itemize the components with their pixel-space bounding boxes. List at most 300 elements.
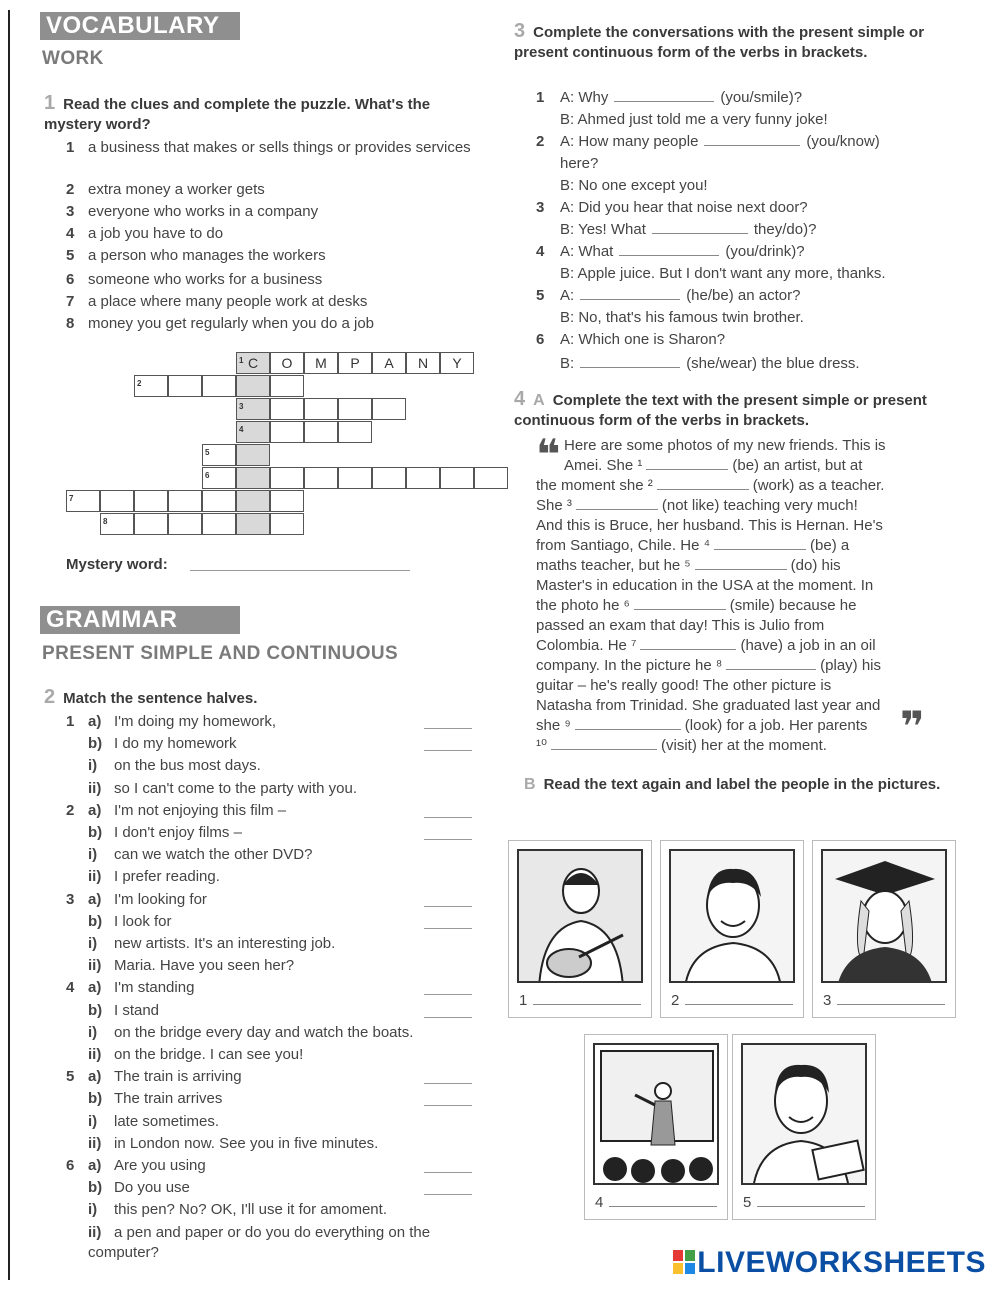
clue-item — [66, 292, 476, 312]
exercise-4a-text: Complete the text with the present simple or present continuous form of the verbs in brackets. — [514, 392, 927, 429]
conversation-text: A: Did you hear that noise next door? — [560, 199, 808, 216]
conversation-text: B: Yes! What — [560, 221, 646, 238]
clue-item — [66, 180, 476, 200]
clue-number: 6 — [66, 271, 75, 288]
match-line — [88, 1089, 468, 1109]
match-answer-blank[interactable] — [424, 906, 472, 907]
crossword-cell[interactable] — [304, 398, 338, 420]
match-part-text: I stand — [114, 1002, 160, 1019]
match-answer-blank[interactable] — [424, 728, 472, 729]
match-part-text: on the bridge. I can see you! — [114, 1046, 304, 1063]
conversation-line — [536, 88, 956, 108]
passage-text: (smile) because he — [729, 597, 857, 614]
passage-text: She ³ — [536, 497, 572, 514]
passage-line — [536, 496, 946, 516]
crossword-clue-number: 7 — [69, 494, 74, 503]
passage-text: passed an exam that day! This is Julio from — [536, 617, 825, 634]
match-line — [66, 1067, 446, 1087]
crossword-cell[interactable] — [440, 352, 474, 374]
vocabulary-heading: VOCABULARY — [40, 12, 240, 40]
picture-5-answer-line[interactable] — [757, 1206, 865, 1207]
passage-text: (work) as a teacher. — [752, 477, 885, 494]
answer-gap[interactable] — [652, 220, 748, 234]
crossword-cell[interactable] — [236, 352, 270, 374]
conversation-text: (you/smile)? — [720, 89, 803, 106]
passage-text: company. In the picture he ⁸ — [536, 657, 723, 674]
passage-line — [536, 516, 946, 536]
conversation-text: B: — [560, 355, 575, 372]
match-part-text: The train is arriving — [114, 1068, 242, 1085]
match-part-label: i) — [88, 1201, 98, 1218]
passage-line — [536, 596, 946, 616]
conversation-line — [560, 176, 980, 196]
liveworksheets-text: LIVEWORKSHEETS — [697, 1246, 986, 1279]
crossword-cell[interactable] — [202, 467, 236, 489]
conversation-line — [560, 154, 980, 174]
conversation-line — [560, 264, 980, 284]
conversation-number: 1 — [536, 89, 545, 106]
passage-text: (have) a job in an oil — [740, 637, 876, 654]
answer-gap[interactable] — [614, 88, 714, 102]
clue-number: 7 — [66, 293, 75, 310]
conversation-text: here? — [560, 155, 599, 172]
match-part-label: i) — [88, 935, 98, 952]
crossword-cell[interactable] — [236, 513, 270, 535]
passage-line — [536, 476, 946, 496]
match-part-label: ii) — [88, 957, 102, 974]
conversation-text: A: Which one is Sharon? — [560, 331, 726, 348]
match-part-label: a) — [88, 802, 102, 819]
crossword-clue-number: 5 — [205, 448, 210, 457]
clue-number: 3 — [66, 203, 75, 220]
match-line — [88, 1112, 468, 1132]
match-line — [66, 890, 446, 910]
match-part-label: i) — [88, 757, 98, 774]
exercise-2-instruction — [44, 686, 257, 709]
passage-answer-gap[interactable] — [726, 656, 816, 670]
crossword-cell[interactable] — [270, 375, 304, 397]
match-part-label: ii) — [88, 1046, 102, 1063]
conversation-text: B: Apple juice. But I don't want any more, thanks. — [560, 265, 886, 282]
passage-line — [536, 716, 946, 736]
match-line — [66, 1156, 446, 1176]
passage-answer-gap[interactable] — [634, 596, 726, 610]
picture-2 — [660, 840, 804, 1018]
passage-answer-gap[interactable] — [640, 636, 736, 650]
crossword-cell[interactable] — [372, 352, 406, 374]
crossword-cell[interactable] — [168, 490, 202, 512]
clue-text: extra money a worker gets — [88, 181, 265, 198]
match-part-text: The train arrives — [114, 1090, 223, 1107]
match-part-text: can we watch the other DVD? — [114, 846, 313, 863]
picture-1 — [508, 840, 652, 1018]
match-part-label: a) — [88, 1068, 102, 1085]
match-part-label: b) — [88, 735, 103, 752]
match-item-number: 3 — [66, 891, 75, 908]
match-line — [66, 978, 446, 998]
exercise-4b-text: Read the text again and label the people in the pictures. — [543, 776, 941, 793]
crossword-cell[interactable] — [270, 398, 304, 420]
match-line — [88, 823, 468, 843]
conversation-line — [536, 198, 956, 218]
crossword-cell[interactable] — [372, 398, 406, 420]
grammar-heading: GRAMMAR — [40, 606, 240, 634]
passage-answer-gap[interactable] — [551, 736, 657, 750]
clue-number: 8 — [66, 315, 75, 332]
match-line — [88, 734, 468, 754]
match-part-label: b) — [88, 913, 103, 930]
crossword-clue-number: 2 — [137, 379, 142, 388]
work-subheading: WORK — [42, 48, 104, 69]
crossword-letter: A — [384, 355, 394, 371]
match-answer-blank[interactable] — [424, 1194, 472, 1195]
match-line — [88, 1045, 468, 1065]
match-part-text: I'm looking for — [114, 891, 207, 908]
answer-gap[interactable] — [580, 354, 680, 368]
passage-line — [564, 456, 974, 476]
match-line — [88, 867, 468, 887]
match-line — [88, 779, 468, 799]
match-part-text: I'm not enjoying this film – — [114, 802, 287, 819]
crossword-letter: N — [417, 355, 429, 371]
passage-text: (not like) teaching very much! — [661, 497, 858, 514]
guitarist-illustration — [519, 851, 643, 983]
clue-item — [66, 270, 476, 290]
crossword-cell[interactable] — [270, 490, 304, 512]
crossword-letter: Y — [452, 355, 462, 371]
picture-4-number: 4 — [595, 1194, 604, 1211]
passage-answer-gap[interactable] — [575, 716, 681, 730]
crossword-cell[interactable] — [100, 490, 134, 512]
match-answer-blank[interactable] — [424, 1105, 472, 1106]
crossword-cell[interactable] — [168, 513, 202, 535]
match-answer-blank[interactable] — [424, 750, 472, 751]
match-answer-blank[interactable] — [424, 1172, 472, 1173]
passage-answer-gap[interactable] — [714, 536, 806, 550]
crossword-cell[interactable] — [304, 352, 338, 374]
match-part-label: a) — [88, 713, 102, 730]
match-line — [88, 934, 468, 954]
crossword-cell[interactable] — [202, 375, 236, 397]
match-line — [88, 1001, 468, 1021]
match-answer-blank[interactable] — [424, 928, 472, 929]
match-part-label: b) — [88, 1002, 103, 1019]
conversation-line — [560, 220, 980, 240]
left-margin-rule — [8, 10, 10, 1280]
match-part-label: i) — [88, 1024, 98, 1041]
answer-gap[interactable] — [580, 286, 680, 300]
passage-text: the moment she ² — [536, 477, 653, 494]
match-part-label: ii) — [88, 1224, 102, 1241]
match-part-text: a pen and paper or do you do everything on the computer? — [88, 1224, 431, 1261]
match-part-label: b) — [88, 824, 103, 841]
passage-text: (look) for a job. Her parents — [684, 717, 868, 734]
match-part-label: ii) — [88, 868, 102, 885]
picture-5-number: 5 — [743, 1194, 752, 1211]
exercise-3-number: 3 — [514, 20, 526, 42]
match-part-label: i) — [88, 1113, 98, 1130]
man-with-newspaper-illustration — [743, 1045, 867, 1185]
match-line — [66, 712, 446, 732]
exercise-4-number: 4 — [514, 388, 526, 410]
match-part-text: new artists. It's an interesting job. — [114, 935, 336, 952]
passage-answer-gap[interactable] — [576, 496, 658, 510]
match-part-text: I'm standing — [114, 979, 195, 996]
crossword-cell[interactable] — [134, 490, 168, 512]
exercise-4b-letter: B — [524, 776, 536, 793]
conversation-text: B: No one except you! — [560, 177, 708, 194]
passage-line — [536, 616, 946, 636]
crossword-cell[interactable] — [236, 421, 270, 443]
conversation-text: A: — [560, 287, 575, 304]
clue-text: a business that makes or sells things or provides services — [88, 139, 471, 156]
match-part-label: a) — [88, 979, 102, 996]
crossword-cell[interactable] — [304, 467, 338, 489]
crossword-cell[interactable] — [202, 513, 236, 535]
passage-line — [536, 696, 946, 716]
conversation-line — [536, 330, 956, 350]
match-part-text: late sometimes. — [114, 1113, 220, 1130]
liveworksheets-brand[interactable] — [673, 1246, 986, 1280]
conversation-number: 4 — [536, 243, 545, 260]
passage-line — [536, 656, 946, 676]
picture-3-answer-line[interactable] — [837, 1004, 945, 1005]
conversation-line — [536, 286, 956, 306]
passage-line — [536, 676, 946, 696]
crossword-cell[interactable] — [338, 352, 372, 374]
answer-gap[interactable] — [704, 132, 800, 146]
crossword-cell[interactable] — [304, 421, 338, 443]
crossword-cell[interactable] — [100, 513, 134, 535]
crossword-cell[interactable] — [406, 467, 440, 489]
passage-line — [536, 556, 946, 576]
passage-text: Colombia. He ⁷ — [536, 637, 637, 654]
liveworksheets-logo-icon — [673, 1248, 695, 1272]
conversation-number: 2 — [536, 133, 545, 150]
conversation-line — [560, 308, 980, 328]
match-part-label: a) — [88, 891, 102, 908]
match-part-text: Do you use — [114, 1179, 190, 1196]
picture-3 — [812, 840, 956, 1018]
match-part-text: I look for — [114, 913, 172, 930]
conversation-text: A: Why — [560, 89, 609, 106]
crossword-cell[interactable] — [236, 467, 270, 489]
passage-text: Amei. She ¹ — [564, 457, 643, 474]
crossword-cell[interactable] — [338, 421, 372, 443]
match-part-label: b) — [88, 1179, 103, 1196]
passage-line — [536, 736, 946, 756]
passage-answer-gap[interactable] — [657, 476, 749, 490]
crossword-cell[interactable] — [270, 513, 304, 535]
match-line — [88, 1178, 468, 1198]
exercise-4b-instruction — [524, 775, 944, 794]
match-part-text: this pen? No? OK, I'll use it for amoment. — [114, 1201, 387, 1218]
passage-text: (do) his — [790, 557, 841, 574]
answer-gap[interactable] — [619, 242, 719, 256]
passage-answer-gap[interactable] — [695, 556, 787, 570]
match-answer-blank[interactable] — [424, 817, 472, 818]
close-quote-mark: ❞ — [900, 703, 925, 750]
crossword-cell[interactable] — [236, 490, 270, 512]
exercise-4a-letter: A — [533, 392, 545, 409]
open-quote-mark: ❝ — [536, 431, 561, 478]
clue-item — [66, 314, 476, 334]
match-line — [88, 1134, 468, 1154]
match-item-number: 1 — [66, 713, 75, 730]
passage-text: from Santiago, Chile. He ⁴ — [536, 537, 711, 554]
crossword-cell[interactable] — [406, 352, 440, 374]
conversation-text: (she/wear) the blue dress. — [686, 355, 860, 372]
picture-1-answer-line[interactable] — [533, 1004, 641, 1005]
conversation-text: A: What — [560, 243, 614, 260]
conversation-text: A: How many people — [560, 133, 699, 150]
passage-line — [536, 636, 946, 656]
crossword-clue-number: 8 — [103, 517, 108, 526]
mystery-word-blank[interactable] — [190, 570, 410, 571]
conversation-line — [560, 110, 980, 130]
crossword-cell[interactable] — [202, 444, 236, 466]
clue-item — [66, 224, 476, 244]
crossword-cell[interactable] — [338, 398, 372, 420]
clue-item — [66, 138, 476, 158]
passage-text: she ⁹ — [536, 717, 571, 734]
picture-4 — [584, 1034, 728, 1220]
crossword-clue-number: 4 — [239, 425, 244, 434]
match-answer-blank[interactable] — [424, 839, 472, 840]
match-part-text: so I can't come to the party with you. — [114, 780, 357, 797]
crossword-cell[interactable] — [202, 490, 236, 512]
exercise-1-number: 1 — [44, 92, 56, 114]
match-line — [88, 1223, 468, 1263]
match-line — [88, 956, 468, 976]
clue-text: a person who manages the workers — [88, 247, 326, 264]
match-line — [88, 1200, 468, 1220]
crossword-cell[interactable] — [236, 398, 270, 420]
match-part-label: i) — [88, 846, 98, 863]
crossword-cell[interactable] — [236, 375, 270, 397]
crossword-clue-number: 6 — [205, 471, 210, 480]
match-part-label: b) — [88, 1090, 103, 1107]
passage-answer-gap[interactable] — [646, 456, 728, 470]
match-part-text: Are you using — [114, 1157, 206, 1174]
match-answer-blank[interactable] — [424, 1083, 472, 1084]
passage-text: Natasha from Trinidad. She graduated last year and — [536, 697, 881, 714]
match-part-label: a) — [88, 1157, 102, 1174]
match-part-text: Maria. Have you seen her? — [114, 957, 295, 974]
exercise-1-text: Read the clues and complete the puzzle. What's the mystery word? — [44, 96, 431, 133]
crossword-cell[interactable] — [66, 490, 100, 512]
conversation-number: 5 — [536, 287, 545, 304]
picture-3-frame — [821, 849, 947, 983]
crossword-clue-number: 1 — [239, 356, 244, 365]
conversation-text: (he/be) an actor? — [686, 287, 801, 304]
match-line — [88, 845, 468, 865]
conversation-line — [536, 132, 956, 152]
crossword-cell[interactable] — [372, 467, 406, 489]
match-part-text: on the bus most days. — [114, 757, 261, 774]
conversation-text: (you/know) — [806, 133, 880, 150]
conversation-text: B: No, that's his famous twin brother. — [560, 309, 804, 326]
match-item-number: 5 — [66, 1068, 75, 1085]
conversation-text: they/do)? — [753, 221, 817, 238]
crossword-letter: C — [247, 355, 259, 371]
smiling-man-illustration — [671, 851, 795, 983]
passage-text: (play) his — [820, 657, 882, 674]
crossword-cell[interactable] — [338, 467, 372, 489]
crossword-cell[interactable] — [440, 467, 474, 489]
exercise-1-instruction — [44, 92, 464, 134]
clue-text: someone who works for a business — [88, 271, 323, 288]
picture-5-frame — [741, 1043, 867, 1185]
crossword-letter: P — [350, 355, 360, 371]
clue-number: 5 — [66, 247, 75, 264]
picture-2-answer-line[interactable] — [685, 1004, 793, 1005]
conversation-line — [536, 242, 956, 262]
passage-text: the photo he ⁶ — [536, 597, 630, 614]
passage-text: And this is Bruce, her husband. This is Hernan. He's — [536, 517, 883, 534]
match-line — [66, 801, 446, 821]
passage-line — [536, 576, 946, 596]
clue-text: a job you have to do — [88, 225, 224, 242]
crossword-letter: O — [281, 355, 293, 371]
crossword-cell[interactable] — [134, 513, 168, 535]
picture-5 — [732, 1034, 876, 1220]
crossword-clue-number: 3 — [239, 402, 244, 411]
passage-text: ¹⁰ — [536, 737, 548, 754]
match-item-number: 4 — [66, 979, 75, 996]
match-part-text: in London now. See you in five minutes. — [114, 1135, 379, 1152]
teacher-illustration — [595, 1045, 719, 1185]
picture-1-frame — [517, 849, 643, 983]
match-part-text: on the bridge every day and watch the boats. — [114, 1024, 414, 1041]
picture-2-frame — [669, 849, 795, 983]
conversation-number: 3 — [536, 199, 545, 216]
passage-text: guitar – he's really good! The other picture is — [536, 677, 832, 694]
exercise-3-instruction — [514, 20, 944, 62]
crossword-cell[interactable] — [270, 421, 304, 443]
clue-number: 2 — [66, 181, 75, 198]
crossword-cell[interactable] — [236, 444, 270, 466]
crossword-cell[interactable] — [270, 467, 304, 489]
clue-item — [66, 246, 476, 266]
picture-4-frame — [593, 1043, 719, 1185]
passage-text: Here are some photos of my new friends. This is — [564, 437, 886, 454]
passage-text: (be) a — [810, 537, 850, 554]
clue-number: 4 — [66, 225, 75, 242]
conversation-text: (you/drink)? — [725, 243, 805, 260]
passage-line — [564, 436, 974, 456]
exercise-3-text: Complete the conversations with the present simple or present continuous form of the verbs in brackets. — [514, 24, 925, 61]
crossword-cell[interactable] — [168, 375, 202, 397]
crossword-cell[interactable] — [270, 352, 304, 374]
match-answer-blank[interactable] — [424, 1017, 472, 1018]
match-answer-blank[interactable] — [424, 994, 472, 995]
picture-4-answer-line[interactable] — [609, 1206, 717, 1207]
match-line — [88, 912, 468, 932]
passage-text: (visit) her at the moment. — [661, 737, 827, 754]
crossword-cell[interactable] — [474, 467, 508, 489]
clue-text: everyone who works in a company — [88, 203, 319, 220]
exercise-2-text: Match the sentence halves. — [63, 690, 258, 707]
match-part-label: ii) — [88, 1135, 102, 1152]
clue-text: a place where many people work at desks — [88, 293, 368, 310]
conversation-line — [560, 354, 980, 374]
conversation-text: B: Ahmed just told me a very funny joke! — [560, 111, 828, 128]
crossword-cell[interactable] — [134, 375, 168, 397]
match-item-number: 6 — [66, 1157, 75, 1174]
match-line — [88, 1023, 468, 1043]
match-part-text: I'm doing my homework, — [114, 713, 277, 730]
